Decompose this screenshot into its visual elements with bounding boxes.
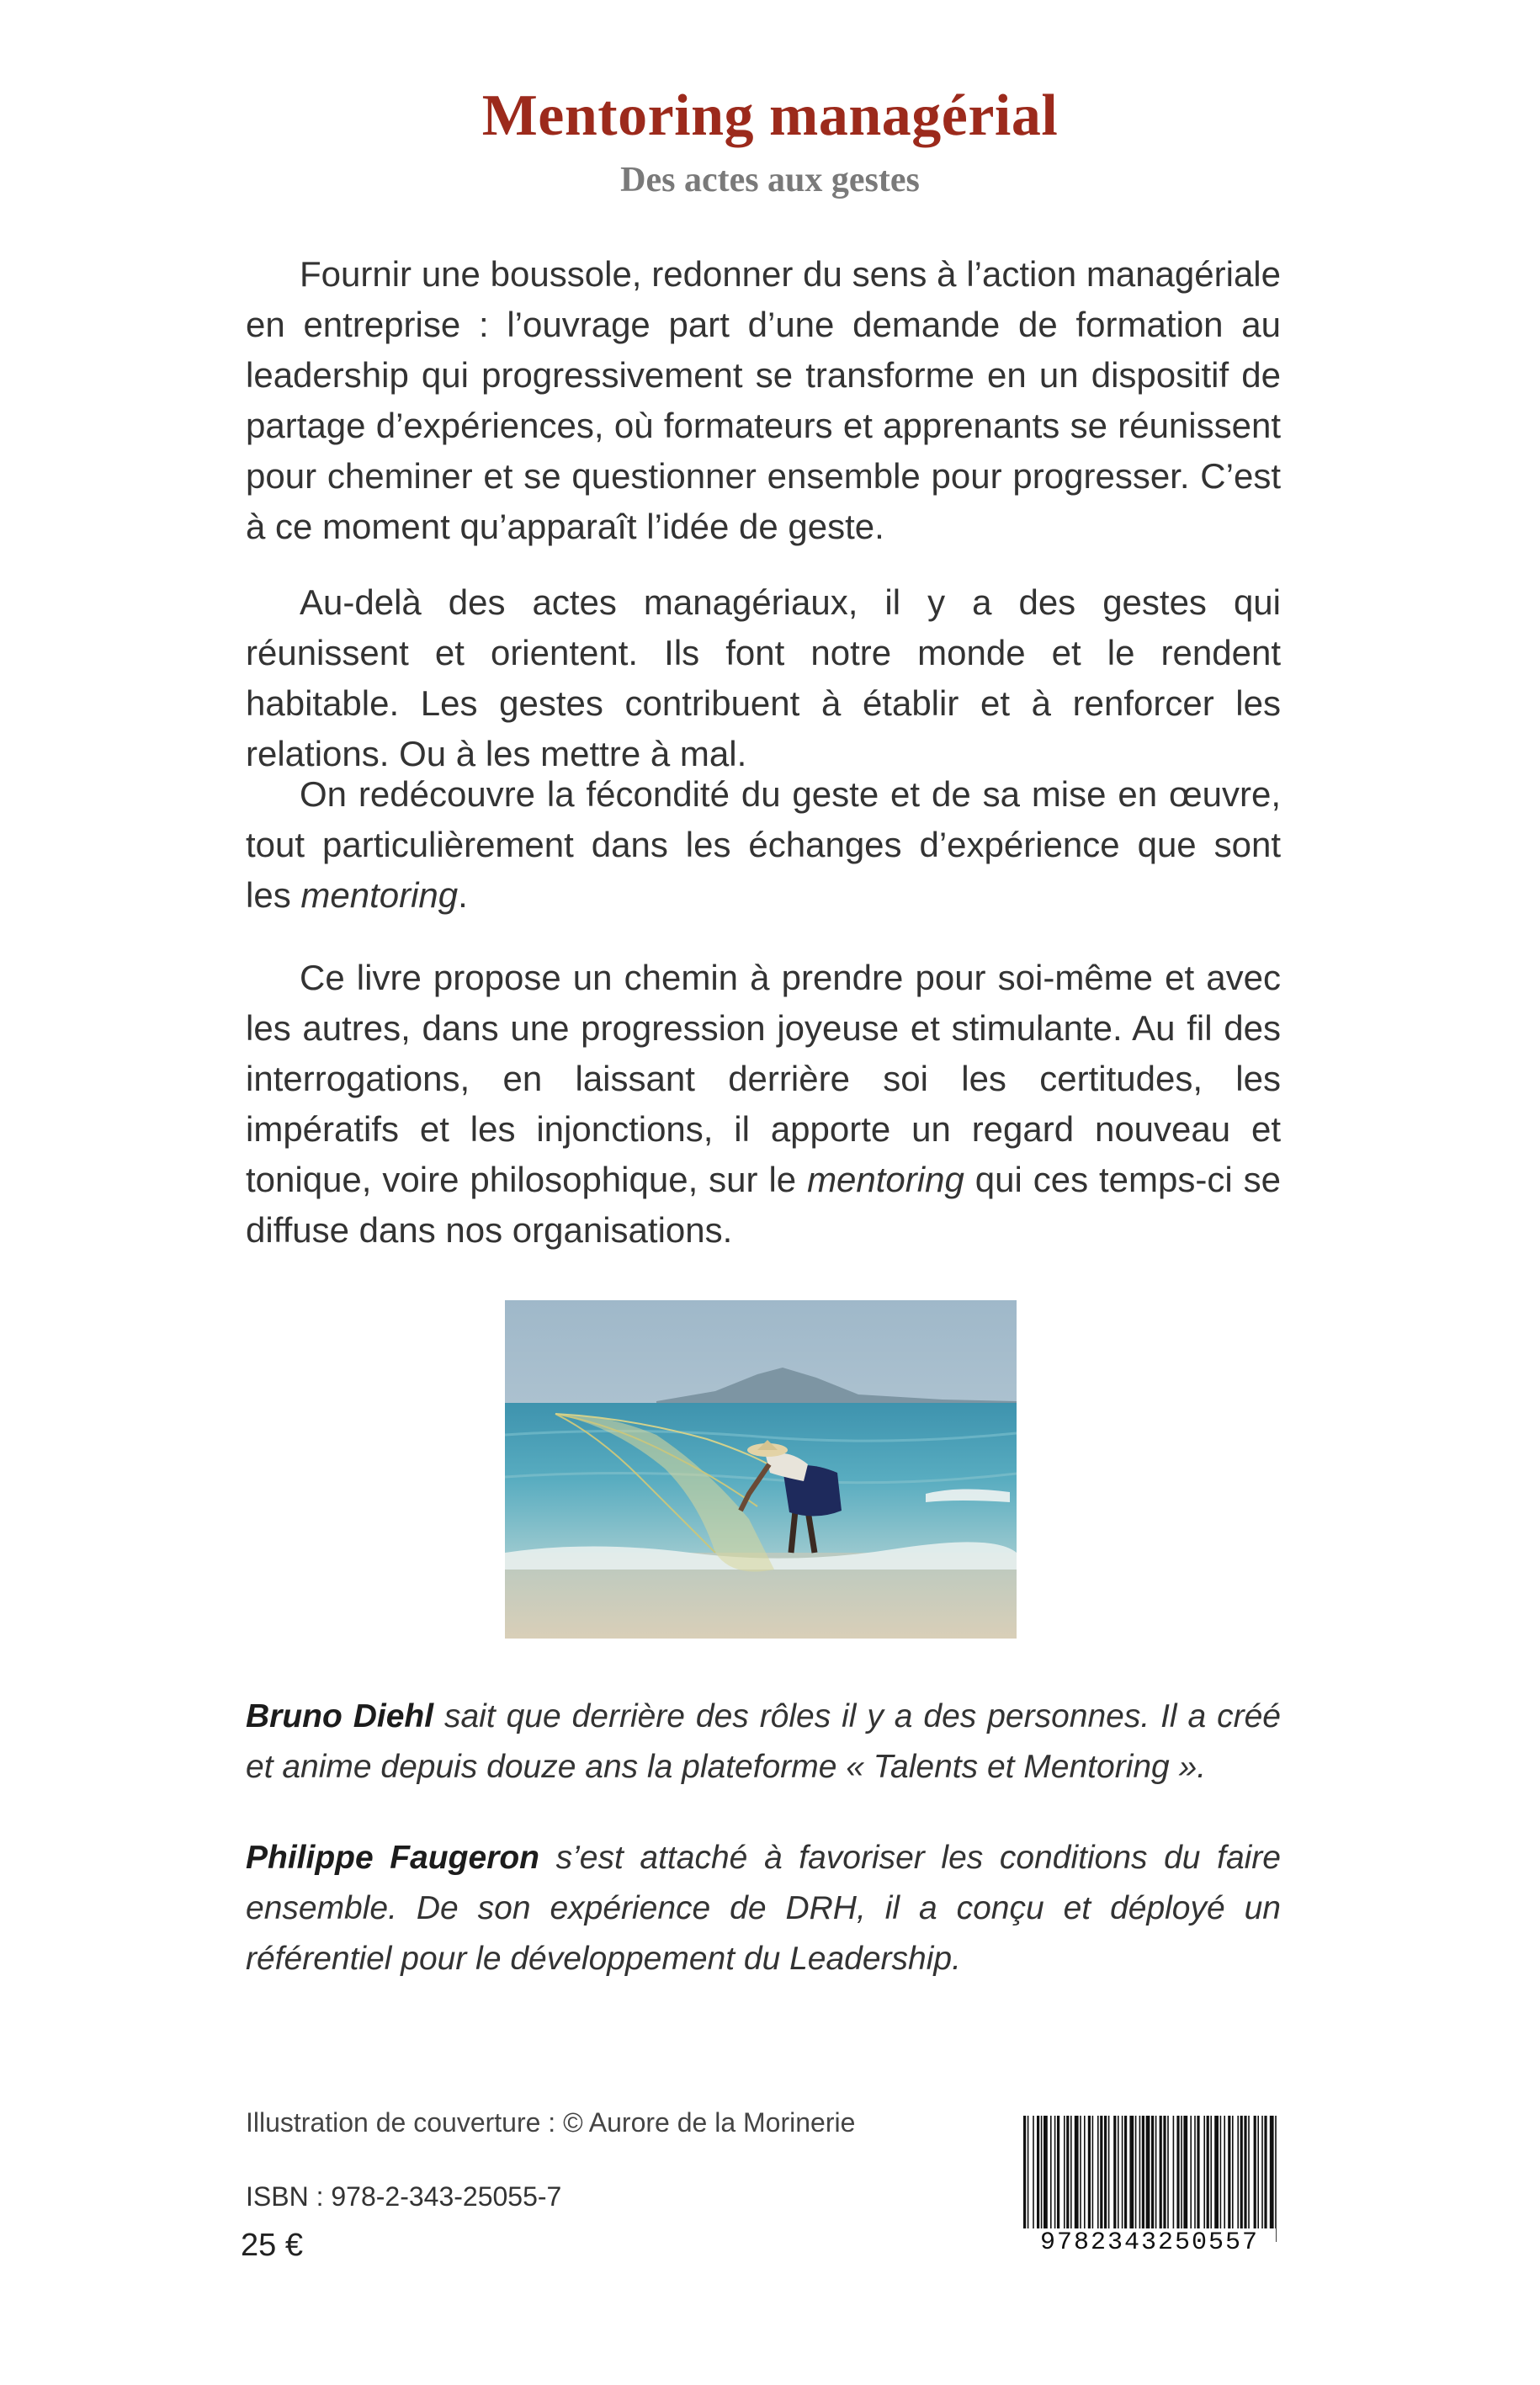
barcode-bar — [1066, 2116, 1069, 2242]
book-subtitle: Des actes aux gestes — [620, 161, 920, 199]
barcode-bar — [1220, 2116, 1222, 2242]
barcode-bar — [1173, 2116, 1175, 2242]
barcode-bar — [1028, 2116, 1029, 2242]
barcode-bar — [1248, 2116, 1250, 2242]
barcode-bar — [1043, 2116, 1048, 2242]
barcode-bar — [1057, 2116, 1059, 2242]
blurb-paragraph-4 — [246, 953, 1281, 1256]
author-bio-1 — [246, 1692, 1281, 1793]
isbn-number: ISBN : 978-2-343-25055-7 — [246, 2181, 562, 2212]
barcode-bar — [1092, 2116, 1094, 2242]
barcode-bar — [1037, 2116, 1039, 2242]
barcode-bar — [1190, 2116, 1192, 2242]
barcode-bar — [1054, 2116, 1056, 2242]
author-name: Bruno Diehl — [246, 1698, 434, 1734]
barcode-bar — [1210, 2116, 1212, 2242]
barcode-bar — [1100, 2116, 1102, 2242]
price-label: 25 € — [241, 2228, 303, 2263]
barcode-bar — [1155, 2116, 1157, 2242]
barcode-bar — [1228, 2116, 1230, 2242]
author-bio-text: sait que derrière des rôles il y a des personnes. Il a créé et anime depuis douze ans la plateforme « Talents et Mentoring ». — [246, 1698, 1281, 1785]
barcode-bar — [1104, 2116, 1107, 2242]
blurb-paragraph-2 — [246, 577, 1281, 779]
barcode-bar — [1237, 2116, 1239, 2242]
barcode-bar — [1084, 2116, 1086, 2242]
barcode-bar — [1146, 2116, 1150, 2242]
barcode-bar — [1023, 2116, 1026, 2242]
blurb-paragraph-3 — [246, 769, 1281, 921]
barcode-bar — [1142, 2116, 1144, 2242]
barcode-bar — [1075, 2116, 1079, 2242]
barcode-bar — [1118, 2116, 1119, 2242]
paragraph-text: Au-delà des actes managériaux, il y a des gestes qui réunissent et orientent. Ils font notre monde et le rendent habitable. Les gestes contribuent à établir et à renforcer les relations. Ou à les mettre à mal. — [246, 582, 1281, 773]
barcode-bar — [1197, 2116, 1199, 2242]
barcode-bar — [1176, 2116, 1179, 2242]
illustration-credit: Illustration de couverture : © Aurore de la Morinerie — [246, 2107, 856, 2138]
barcode-bar — [1070, 2116, 1072, 2242]
barcode-bar — [1033, 2116, 1034, 2242]
barcode-bar — [1240, 2116, 1243, 2242]
barcode-bar — [1203, 2116, 1205, 2242]
barcode-bar — [1214, 2116, 1219, 2242]
paragraph-text: Fournir une boussole, redonner du sens à l’action managériale en entreprise : l’ouvrage part d’une demande de formation au leadership qui progressivement se transforme en un dispositif de partage d’expériences, où formateurs et apprenants se réunissent pour cheminer et se questionner ensemble pour progresser. C’est à ce moment qu’apparaît l’idée de geste. — [246, 254, 1281, 546]
barcode-bar — [1129, 2116, 1134, 2242]
barcode-bar — [1261, 2116, 1263, 2242]
barcode-bar — [1163, 2116, 1166, 2242]
barcode-bar — [1108, 2116, 1110, 2242]
barcode-bar — [1207, 2116, 1209, 2242]
fisherman-illustration — [505, 1300, 1017, 1639]
barcode-digits: 9782343250557 — [1023, 2228, 1276, 2257]
barcode-bar — [1244, 2116, 1246, 2242]
barcode-bar — [1257, 2116, 1259, 2242]
barcode-bar — [1160, 2116, 1162, 2242]
barcode-bar — [1139, 2116, 1141, 2242]
barcode-bar — [1181, 2116, 1182, 2242]
barcode-bar — [1135, 2116, 1137, 2242]
author-name: Philippe Faugeron — [246, 1840, 539, 1876]
paragraph-text: Ce livre propose un chemin à prendre pour soi-même et avec les autres, dans une progression joyeuse et stimulante. Au fil des interrogations, en laissant derrière soi les certitudes, les impératifs et les injonctions, il apporte un regard nouveau et tonique, voire philosophique, sur le mentoring qui ces temps-ci se diffuse dans nos organisations. — [246, 958, 1281, 1250]
barcode-bar — [1050, 2116, 1052, 2242]
barcode-bar — [1264, 2116, 1267, 2242]
barcode-bar — [1088, 2116, 1091, 2242]
barcode-bar — [1167, 2116, 1169, 2242]
barcode-bar — [1097, 2116, 1099, 2242]
barcode-bar — [1232, 2116, 1234, 2242]
barcode-bar — [1254, 2116, 1256, 2242]
book-title: Mentoring managérial — [481, 83, 1059, 148]
barcode-bar — [1194, 2116, 1196, 2242]
paragraph-text: On redécouvre la fécondité du geste et de sa mise en œuvre, tout particulièrement dans les échanges d’expérience que sont les mentoring. — [246, 774, 1281, 915]
barcode-bar — [1124, 2116, 1127, 2242]
barcode-bar — [1183, 2116, 1187, 2242]
barcode-bar — [1122, 2116, 1123, 2242]
barcode-bar — [1041, 2116, 1043, 2242]
barcode-bar — [1275, 2116, 1277, 2242]
barcode-bar — [1064, 2116, 1065, 2242]
barcode-bar — [1151, 2116, 1154, 2242]
blurb-paragraph-1 — [246, 249, 1281, 552]
barcode-bar — [1224, 2116, 1225, 2242]
author-bio-text: s’est attaché à favoriser les conditions du faire ensemble. De son expérience de DRH, il a conçu et déployé un référentiel pour le développement du Leadership. — [246, 1840, 1281, 1977]
barcode-bar — [1113, 2116, 1116, 2242]
barcode-bar — [1080, 2116, 1081, 2242]
cover-photo-fisherman — [505, 1300, 1017, 1639]
barcode-bar — [1270, 2116, 1274, 2242]
author-bio-2 — [246, 1833, 1281, 1984]
